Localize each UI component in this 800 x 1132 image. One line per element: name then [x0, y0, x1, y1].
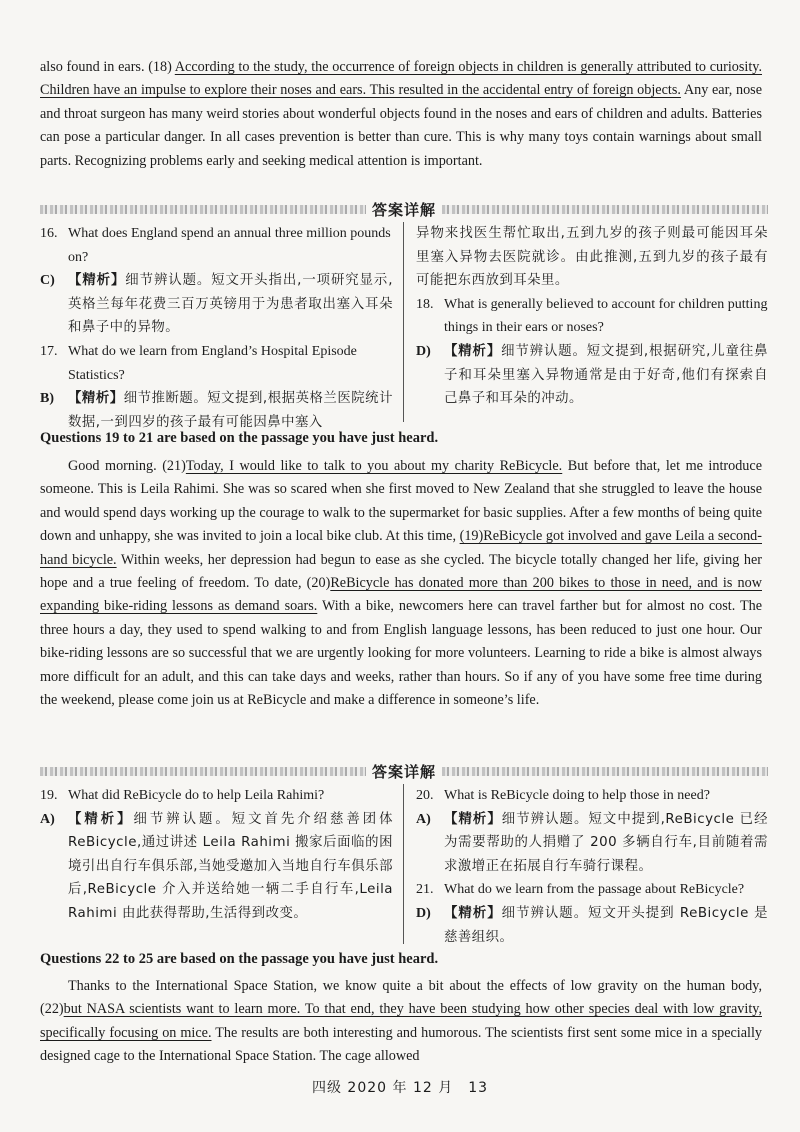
page-footer: 四级 2020 年 12 月 13: [311, 1080, 489, 1096]
analysis-text: 细节辨认题。短文中提到,ReBicycle 已经为需要帮助的人捐赠了 200 多辆自行车,目前随着需求激增正在拓展自行车骑行课程。: [444, 811, 769, 874]
analysis-text: 细节辨认题。短文提到,根据研究,儿童往鼻子和耳朵里塞入异物通常是由于好奇,他们有探索自己鼻子和耳朵的冲动。: [444, 343, 768, 407]
analysis-tag: 【精析】: [444, 343, 502, 359]
question-20: [416, 784, 768, 808]
underlined-answer-20: ReBicycle has donated more than 200 bikes to those in need, and is now expanding bike-riding lessons as demand soars.: [40, 575, 762, 615]
passage-3: [40, 975, 762, 1069]
passage-2: [40, 455, 762, 712]
question-text: What do we learn from the passage about ReBicycle?: [444, 882, 745, 898]
passage-text: Good morning. (21): [68, 458, 186, 474]
answer-16: [40, 269, 393, 340]
analysis-text: 细节辨认题。短文开头指出,一项研究显示,英格兰每年花费三百万英镑用于为患者取出塞入耳朵和鼻子中的异物。: [68, 273, 394, 336]
question-16: [40, 222, 393, 269]
passage-text: But before that, let me introduce someone. This is Leila Rahimi. She was so scared when she first moved to New Zealand that she struggled to leave the house and would spend days working up the courage to walk to the supermarket for basic supplies. After a few months of being quite down and unhappy, she was invited to join a local bike club. At this time,: [40, 458, 762, 545]
question-18: [416, 293, 768, 340]
passage-text: Any ear, nose and throat surgeon has many weird stories about wonderful objects found in the noses and ears of children and adults. Batteries can pose a particular danger. In all cases prevention is better than cure. This is why many toys contain warnings about small parts. Recognizing problems early and seeking medical attention is important.: [40, 82, 763, 169]
question-17: [40, 340, 393, 387]
question-number: 16.: [40, 226, 58, 241]
underlined-answer-22: but NASA scientists want to learn more. To that end, they have been studying how other species deal with low gravity, specifically focusing on mice.: [40, 1001, 762, 1041]
answer-20: [416, 808, 768, 879]
answer-letter: A): [416, 811, 431, 827]
question-21: [416, 878, 768, 902]
answer-17: [40, 387, 393, 434]
question-number: 21.: [416, 882, 434, 898]
passage-text: The results are both interesting and humorous. The scientists first sent some mice in a specially designed cage to the International Space Station. The cage allowed: [40, 1024, 763, 1065]
answer-column-left: [40, 222, 404, 430]
question-text: What does England spend an annual three million pounds on?: [68, 226, 391, 265]
divider-bar: [40, 205, 366, 214]
passage-text: also found in ears. (18): [40, 59, 175, 75]
divider-bar: [442, 767, 768, 776]
answer-letter: D): [416, 343, 431, 359]
question-number: 17.: [40, 343, 58, 359]
analysis-tag: 【精析】: [68, 273, 126, 289]
answer-letter: B): [40, 391, 54, 407]
answer-letter: A): [40, 811, 55, 827]
answer-letter: D): [416, 905, 431, 921]
answer-column-right: [404, 222, 768, 422]
passage-text: Within weeks, her depression had begun to ease as she cycled. The bicycle totally changed her life, giving her hope and a true feeling of freedom. To date, (20): [40, 551, 762, 592]
passage-1-ending: [40, 56, 762, 173]
answer-section-2: [40, 784, 768, 944]
analysis-text: 细节辨认题。短文首先介绍慈善团体 ReBicycle,通过讲述 Leila Rahimi 搬家后面临的困境引出自行车俱乐部,当她受邀加入当地自行车俱乐部后,ReBicycle 介入并送给她一辆二手自行车,Leila Rahimi 由此获得帮助,生活得到改变。: [68, 811, 394, 921]
question-number: 19.: [40, 788, 58, 803]
analysis-tag: 【精析】: [68, 391, 124, 407]
analysis-tag: 【精析】: [444, 811, 502, 827]
analysis-tag: 【精析】: [444, 905, 502, 921]
answer-section-1: [40, 222, 768, 430]
question-number: 18.: [416, 296, 434, 312]
question-text: What is ReBicycle doing to help those in need?: [444, 788, 710, 803]
passage-text: Thanks to the International Space Station, we know quite a bit about the effects of low gravity on the human body, (22): [40, 978, 762, 1018]
underlined-answer-18: According to the study, the occurrence of foreign objects in children is generally attributed to curiosity. Children have an impulse to explore their noses and ears. This resulted in the accidental entry of foreign objects.: [40, 59, 762, 99]
section-heading-19-21: Questions 19 to 21 are based on the passage you have just heard.: [40, 430, 439, 446]
answer-divider: [40, 198, 768, 220]
answer-divider: [40, 760, 768, 782]
section-heading-22-25: Questions 22 to 25 are based on the passage you have just heard.: [40, 951, 439, 967]
answer-21: [416, 902, 768, 949]
answer-19: [40, 808, 393, 926]
underlined-answer-21: Today, I would like to talk to you about my charity ReBicycle.: [185, 458, 563, 474]
divider-title: 答案详解: [372, 200, 437, 219]
divider-bar: [442, 205, 768, 214]
question-number: 20.: [416, 788, 434, 803]
analysis-tag: 【精析】: [68, 811, 134, 827]
underlined-answer-19: (19)ReBicycle got involved and gave Leila a second-hand bicycle.: [40, 528, 762, 568]
passage-text: With a bike, newcomers here can travel farther but for almost no cost. The three hours a day, they used to spend walking to and from English language lessons, has been reduced to just one hour. Our bike-riding lessons are so successful that we are urgently looking for more volunteers. Learning to ride a bike is almost always more difficult for an adult, and this can take days and weeks, rather than hours. So if any of you have some free time during the weekend, please come join us at ReBicycle and make a difference in someone’s life.: [40, 598, 762, 709]
divider-title: 答案详解: [372, 762, 437, 781]
question-text: What did ReBicycle do to help Leila Rahimi?: [68, 788, 325, 803]
answer-letter: C): [40, 273, 55, 289]
answer-column-left: [40, 784, 404, 944]
question-19: [40, 784, 393, 808]
question-text: What do we learn from England’s Hospital Episode Statistics?: [68, 343, 357, 383]
answer-column-right: [404, 784, 768, 944]
analysis-text: 细节辨认题。短文开头提到 ReBicycle 是慈善组织。: [444, 905, 769, 945]
answer-18: [416, 340, 768, 411]
question-text: What is generally believed to account for children putting things in their ears or noses?: [444, 296, 768, 336]
analysis-continuation: 异物来找医生帮忙取出,五到九岁的孩子则最可能因耳朵里塞入异物去医院就诊。由此推测,五到九岁的孩子最有可能把东西放到耳朵里。: [416, 226, 768, 289]
divider-bar: [40, 767, 366, 776]
analysis-text: 细节推断题。短文提到,根据英格兰医院统计数据,一到四岁的孩子最有可能因鼻中塞入: [68, 391, 393, 430]
